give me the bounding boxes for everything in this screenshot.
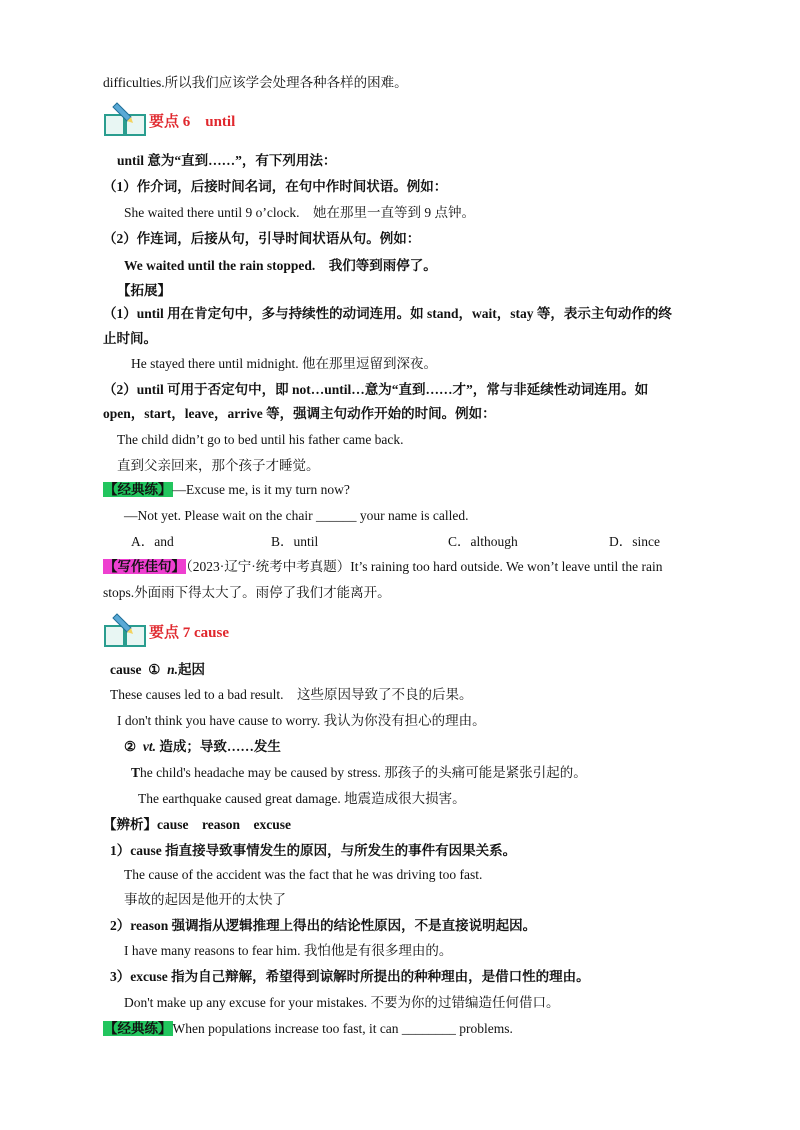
extension-1-line-2: 止时间。 bbox=[103, 331, 157, 346]
sense-2-example-1-first: T bbox=[131, 765, 141, 780]
extension-label: 【拓展】 bbox=[117, 283, 171, 298]
analysis-3: 3）excuse 指为自己辩解，希望得到谅解时所提出的种种理由，是借口性的理由。 bbox=[110, 969, 590, 984]
cause-word: cause bbox=[110, 662, 142, 677]
until-definition: until 意为“直到……”，有下列用法： bbox=[117, 153, 337, 168]
sense-2-meaning: 造成；导致……发生 bbox=[159, 739, 281, 754]
extension-2-line-2: open，start，leave，arrive 等，强调主句动作开始的时间。例如： bbox=[103, 406, 496, 421]
writing-text-1: （2023·辽宁·统考中考真题）It’s raining too hard outside. We won’t leave until the rain bbox=[186, 559, 663, 574]
section-7-heading bbox=[103, 612, 403, 648]
until-usage-1: （1）作介词，后接时间名词，在句中作时间状语。例如： bbox=[103, 179, 448, 194]
writing-line-2: stops.外面雨下得太大了。雨停了我们才能离开。 bbox=[103, 585, 391, 600]
intro-line: difficulties.所以我们应该学会处理各种各样的困难。 bbox=[103, 75, 408, 90]
analysis-1-example-zh: 事故的起因是他开的太快了 bbox=[124, 892, 286, 907]
section-6-title: 要点 6 until bbox=[149, 114, 236, 130]
extension-1-line-1: （1）until 用在肯定句中，多与持续性的动词连用。如 stand，wait，stay 等，表示主句动作的终 bbox=[103, 306, 672, 321]
section-7-title: 要点 7 cause bbox=[149, 625, 229, 641]
extension-1-example: He stayed there until midnight. 他在那里逗留到深夜。 bbox=[131, 356, 437, 371]
exercise-1 bbox=[103, 481, 350, 499]
option-c[interactable]: C．although bbox=[448, 534, 518, 549]
cause-sense-2 bbox=[124, 738, 281, 756]
extension-2-example-zh: 直到父亲回来，那个孩子才睡觉。 bbox=[117, 458, 320, 473]
option-a[interactable]: A．and bbox=[131, 534, 174, 549]
analysis-1: 1）cause 指直接导致事情发生的原因，与所发生的事件有因果关系。 bbox=[110, 843, 517, 858]
analysis-2: 2）reason 强调指从逻辑推理上得出的结论性原因，不是直接说明起因。 bbox=[110, 918, 537, 933]
book-pencil-icon bbox=[103, 612, 147, 648]
until-example-1: She waited there until 9 o’clock. 她在那里一直等到 9 点钟。 bbox=[124, 205, 475, 220]
sense-1-pos: n. bbox=[167, 662, 178, 677]
sense-1-meaning: 起因 bbox=[178, 662, 205, 677]
sense-2-example-2: The earthquake caused great damage. 地震造成很大损害。 bbox=[138, 791, 466, 806]
analysis-3-example: Don't make up any excuse for your mistakes. 不要为你的过错编造任何借口。 bbox=[124, 995, 560, 1010]
sense-1-example-1: These causes led to a bad result. 这些原因导致了不良的后果。 bbox=[110, 687, 473, 702]
writing-label: 【写作佳句】 bbox=[104, 559, 185, 574]
analysis-1-example-en: The cause of the accident was the fact that he was driving too fast. bbox=[124, 867, 483, 882]
book-pencil-icon bbox=[103, 101, 147, 137]
sense-2-example-1-rest: he child's headache may be caused by stress. 那孩子的头痛可能是紧张引起的。 bbox=[140, 765, 587, 780]
cause-sense-1 bbox=[110, 661, 205, 679]
extension-2-line-1: （2）until 可用于否定句中，即 not…until…意为“直到……才”，常与非延续性动词连用。如 bbox=[103, 382, 649, 397]
sense-2-example-1 bbox=[131, 764, 587, 782]
sense-1-number: ① bbox=[148, 662, 161, 677]
option-b[interactable]: B．until bbox=[271, 534, 319, 549]
option-d[interactable]: D．since bbox=[609, 534, 660, 549]
exercise-2 bbox=[103, 1020, 513, 1038]
sense-1-example-2: I don't think you have cause to worry. 我认为你没有担心的理由。 bbox=[117, 713, 486, 728]
sense-2-pos: vt. bbox=[142, 739, 156, 754]
until-usage-2: （2）作连词，后接从句，引导时间状语从句。例如： bbox=[103, 231, 421, 246]
extension-2-example-en: The child didn’t go to bed until his father came back. bbox=[117, 432, 404, 447]
exercise-question-1: —Excuse me, is it my turn now? bbox=[172, 482, 350, 497]
exercise-2-label: 【经典练】 bbox=[104, 1021, 172, 1036]
until-example-2: We waited until the rain stopped. 我们等到雨停了。 bbox=[124, 258, 437, 273]
sense-2-number: ② bbox=[124, 739, 137, 754]
exercise-2-question: When populations increase too fast, it can ________ problems. bbox=[172, 1021, 513, 1036]
analysis-2-example: I have many reasons to fear him. 我怕他是有很多理由的。 bbox=[124, 943, 453, 958]
analysis-label: 【辨析】cause reason excuse bbox=[103, 817, 291, 832]
exercise-question-2: —Not yet. Please wait on the chair ______ your name is called. bbox=[124, 508, 469, 523]
writing-line-1 bbox=[103, 558, 662, 576]
section-6-heading bbox=[103, 101, 403, 137]
exercise-label: 【经典练】 bbox=[104, 482, 172, 497]
